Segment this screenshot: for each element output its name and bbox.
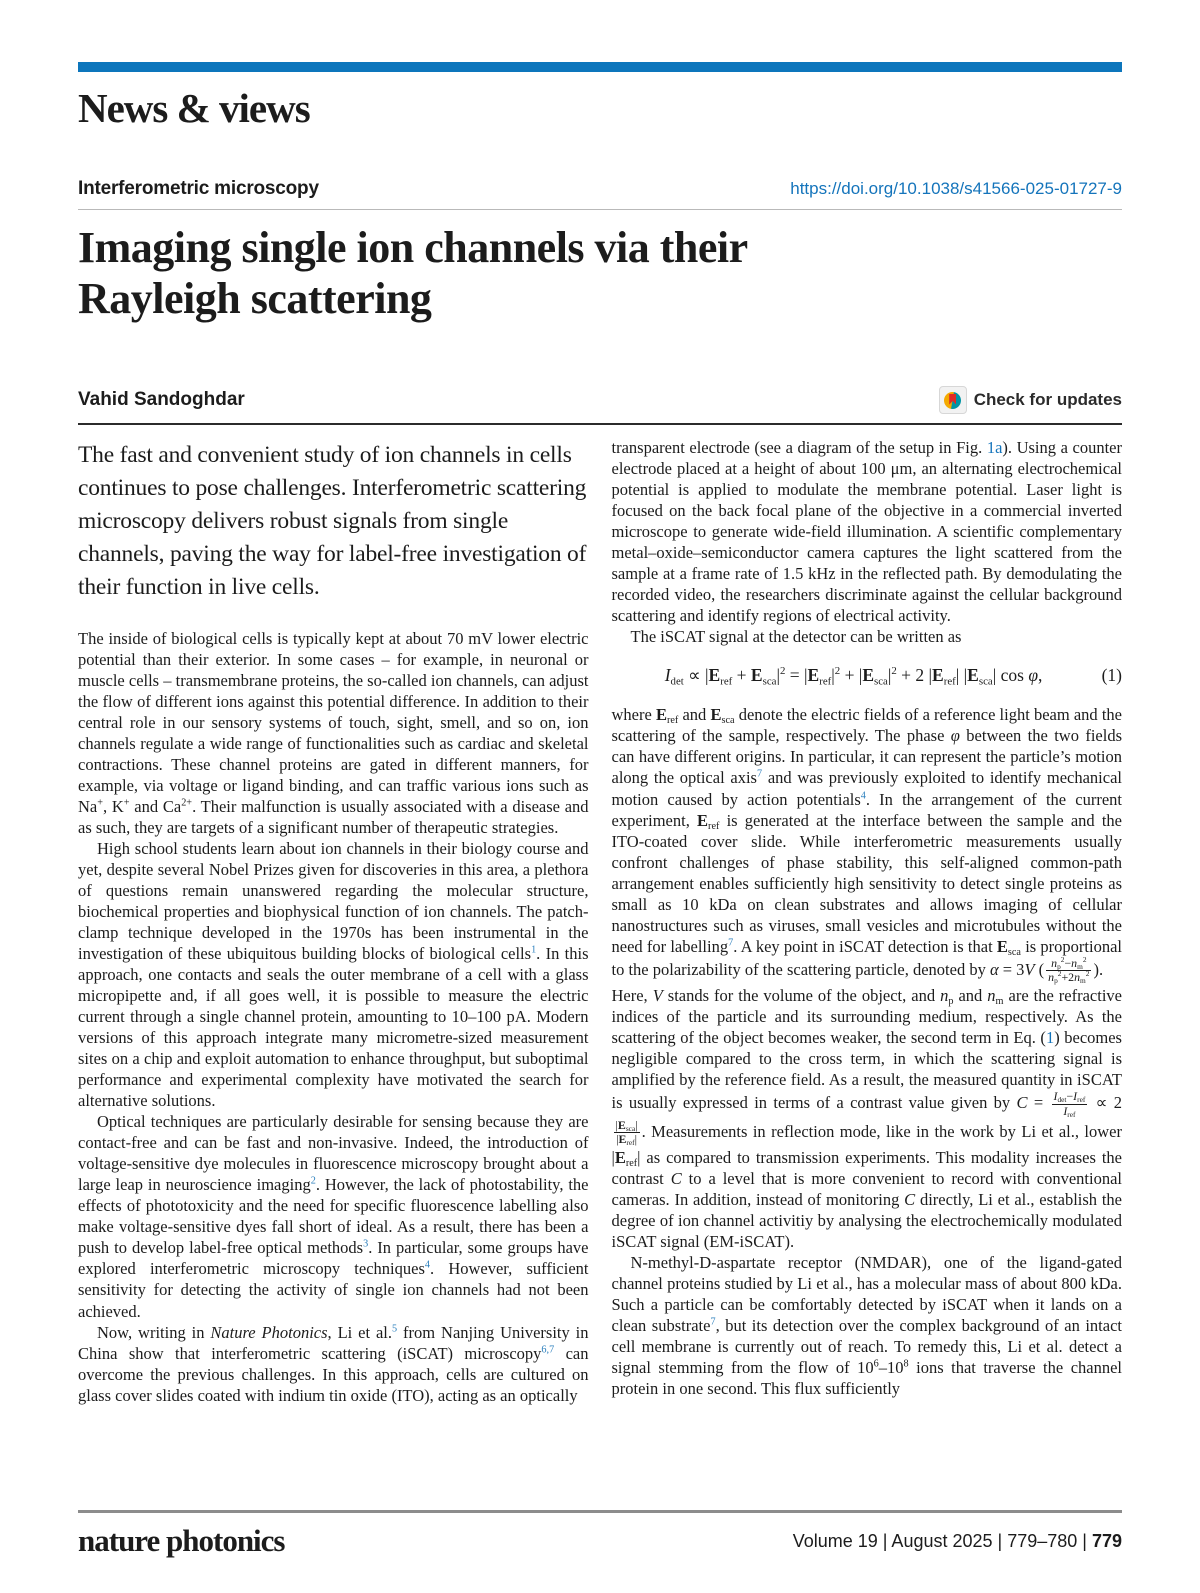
section-masthead: News & views (78, 85, 310, 131)
author-divider (78, 423, 1122, 425)
citation-ref[interactable]: 4 (860, 790, 866, 801)
crossmark-icon (939, 386, 967, 414)
paragraph: Optical techniques are particularly desirable for sensing because they are contact-free and can be fast and non-invasive. Indeed, the introduction of voltage-sensitive dye molecules in fluorescence microscopy brought about a large leap in neuroscience imaging$^2$. However, the lack of photostability, the effects of phototoxicity and the need for specific fluorescence labelling also make voltage-sensitive dyes fall short of ideal. As a result, there has been a push to develop label-free optical methods$^3$. In particular, some groups have explored interferometric microscopy techniques$^4$. However, sufficient sensitivity for detecting the activity of single ion channels had not been achieved. (78, 1112, 589, 1321)
subject-category-label: Interferometric microscopy (78, 178, 319, 199)
volume-issue-text: Volume 19 | August 2025 | 779–780 | (792, 1530, 1092, 1551)
left-column (78, 437, 589, 1493)
article-meta-row (78, 178, 1122, 200)
cross-reference-link[interactable]: 1a (986, 438, 1003, 458)
equation-number: (1) (1101, 665, 1122, 686)
inline-fraction: $\frac{|E_{sca}|}{|E_{ref}|}$ (615, 1117, 638, 1148)
paragraph: The iSCAT signal at the detector can be written as (630, 627, 962, 647)
brand-color-bar (78, 62, 1122, 72)
standfirst: The fast and convenient study of ion channels in cells continues to pose challenges. Interferometric scattering microscopy delivers robust signals from single channels, paving the way for label-free investigation of their function in live cells. (78, 442, 587, 600)
paragraph: Here, V stands for the volume of the object, and $n_p$ and $n_m$ are the refractive indices of the particle and its surrounding medium, respectively. As the scattering of the object becomes weaker, the second term in Eq. (1) becomes negligible compared to the cross term, in which the scattering signal is amplified by the reference field. As a result, the measured quantity in iSCAT is usually expressed in terms of a contrast value given by C = $\frac{I_{det}-I_{ref}}{I_{ref}}$ ∝ 2 $\frac{|E_{sca}|}{|E_{ref}|}$ . Measurements in reflection mode, like in the work by Li et al., lower $|E_{ref}|$ as compared to transmission experiments. This modality increases the contrast C to a level that is more convenient to record with conventional cameras. In addition, instead of monitoring C directly, Li et al., establish the degree of ion channel activitiy by analysing the electrochemically modulated iSCAT signal (EM-iSCAT). (611, 986, 1122, 1251)
author-name: Vahid Sandoghdar (78, 389, 245, 411)
right-column (612, 437, 1123, 1493)
citation-ref[interactable]: 7 (710, 1316, 716, 1328)
cross-reference-link[interactable]: 1 (1045, 1028, 1055, 1048)
check-for-updates-label: Check for updates (973, 390, 1122, 410)
author-row (78, 386, 1122, 414)
title-line-1: Imaging single ion channels via their (78, 223, 748, 272)
journal-wordmark: nature photonics (78, 1523, 285, 1558)
citation-ref[interactable]: 4 (424, 1259, 430, 1271)
citation-ref[interactable]: 2 (310, 1175, 316, 1187)
paragraph: N-methyl-D-aspartate receptor (NMDAR), one of the ligand-gated channel proteins studied by Li et al., has a molecular mass of about 800 kDa. Such a particle can be comfortably detected by iSCAT when it lands on a clean substrate$^7$, but its detection over the complex background of an intact cell membrane is currently out of reach. To remedy this, Li et al. detect a signal stemming from the flow of $10^6-10^8$ ions that traverse the channel protein in one second. This flux sufficiently (611, 1253, 1122, 1399)
paragraph: High school students learn about ion channels in their biology course and yet, despite several Nobel Prizes given for discoveries in this area, a plethora of questions remain unanswered regarding the molecular structure, biochemical properties and biophysical function of ion channels. The patch-clamp technique developed in the 1970s has been instrumental in the investigation of these ubiquitous building blocks of biological cells$^1$. In this approach, one contacts and seals the outer membrane of a cell with a glass micropipette and, if all goes well, it is possible to measure the electric current through a single channel protein, amounting to 10–100 pA. Modern versions of this approach integrate many micrometre-sized measurement sites on a chip and exploit automation to enhance throughput, but suboptimal performance and experimental complexity have motivated the search for alternative solutions. (78, 838, 589, 1111)
citation-ref[interactable]: 1 (531, 944, 537, 956)
issue-info (793, 1531, 1122, 1552)
article-body (78, 437, 1122, 1493)
inline-fraction: $\frac{I_{det}-I_{ref}}{I_{ref}}$ (1053, 1089, 1086, 1120)
citation-ref[interactable]: 7 (756, 768, 763, 780)
citation-ref[interactable]: 5 (392, 1323, 398, 1335)
footer-divider (78, 1510, 1122, 1513)
paragraph: The inside of biological cells is typically kept at about 70 mV lower electric potential than their exterior. In some cases – for example, in neuronal or muscle cells – transmembrane proteins, the so-called ion channels, can adjust the flow of different ions against this potential difference. In addition to their central role in our sensory systems of touch, sight, smell, and so on, ion channels regulate a wide range of functionalities such as cardiac and skeletal contractions. These channel proteins are gated in different manners, for example, via voltage or ligand binding, and can traffic various ions such as Na+, K+ and $Ca^{2+}$. Their malfunction is usually associated with a disease and as such, they are targets of a significant number of therapeutic strategies. (78, 628, 589, 837)
paragraph: transparent electrode (see a diagram of the setup in Fig. 1a). Using a counter electrode placed at a height of about 100 μm, an alternating electrochemical potential is applied to modulate the membrane potential. Laser light is focused on the back focal plane of the objective in a commercial inverted microscope to generate wide-field illumination. A scientific complementary metal–oxide–semiconductor camera captures the light scattered from the sample at a frame rate of 1.5 kHz in the reflected path. By demodulating the recorded video, the researchers discriminate against the cellular background scattering and identify regions of electrical activity. (611, 438, 1122, 626)
paragraph: Now, writing in Nature Photonics, Li et al.$^5$ from Nanjing University in China show that interferometric scattering (iSCAT) microscopy$^{6,7}$ can overcome the previous challenges. In this approach, cells are cultured on glass cover slides coated with indium tin oxide (ITO), acting as an optically (78, 1322, 589, 1405)
paragraph: where $E_{ref}$ and $E_{sca}$ denote the electric fields of a reference light beam and the scattering of the sample, respectively. The phase φ between the two fields can have different origins. In particular, it can represent the particle’s motion along the optical axis$^7$ and was previously exploited to identify mechanical motion caused by action potentials$^4$. In the arrangement of the current experiment, $E_{ref}$ is generated at the interface between the sample and the ITO-coated cover slide. While interferometric measurements usually confront challenges of phase stability, this self-aligned common-path arrangement enables sufficiently high sensitivity to detect single proteins as small as 10 kDa on clean substrates and allows imaging of cellular nanostructures such as viruses, small vesicles and microtubules without the need for labelling$^7$. A key point in iSCAT detection is that $E_{sca}$ is proportional to the polarizability of the scattering particle, denoted by α = 3V ( $\frac{n_p^2-n_m^2}{n_p^2+2n_m^2}$ ). (611, 705, 1122, 986)
page-number: 779 (1091, 1530, 1122, 1551)
equation-1: $I_{det} \propto |E_{ref} + E_{sca}|^2 = |E_{ref}|^2 + |E_{sca}|^2 + 2$ $|E_{ref}|$ $|E_{sca}|$ cos φ, (1) (664, 665, 1122, 688)
check-for-updates-badge[interactable] (939, 386, 1122, 414)
page-title (78, 222, 1122, 324)
header-divider (78, 209, 1122, 210)
citation-ref[interactable]: 7 (728, 937, 734, 949)
inline-fraction: $\frac{n_p^2-n_m^2}{n_p^2+2n_m^2}$ (1048, 954, 1090, 986)
title-line-2: Rayleigh scattering (78, 274, 432, 324)
citation-ref[interactable]: 3 (363, 1238, 369, 1250)
doi-link[interactable]: https://doi.org/10.1038/s41566-025-01727-9 (790, 179, 1122, 198)
page-footer (78, 1510, 1122, 1559)
left-column-paragraphs (78, 628, 589, 1406)
citation-ref[interactable]: 6,7 (541, 1344, 555, 1356)
